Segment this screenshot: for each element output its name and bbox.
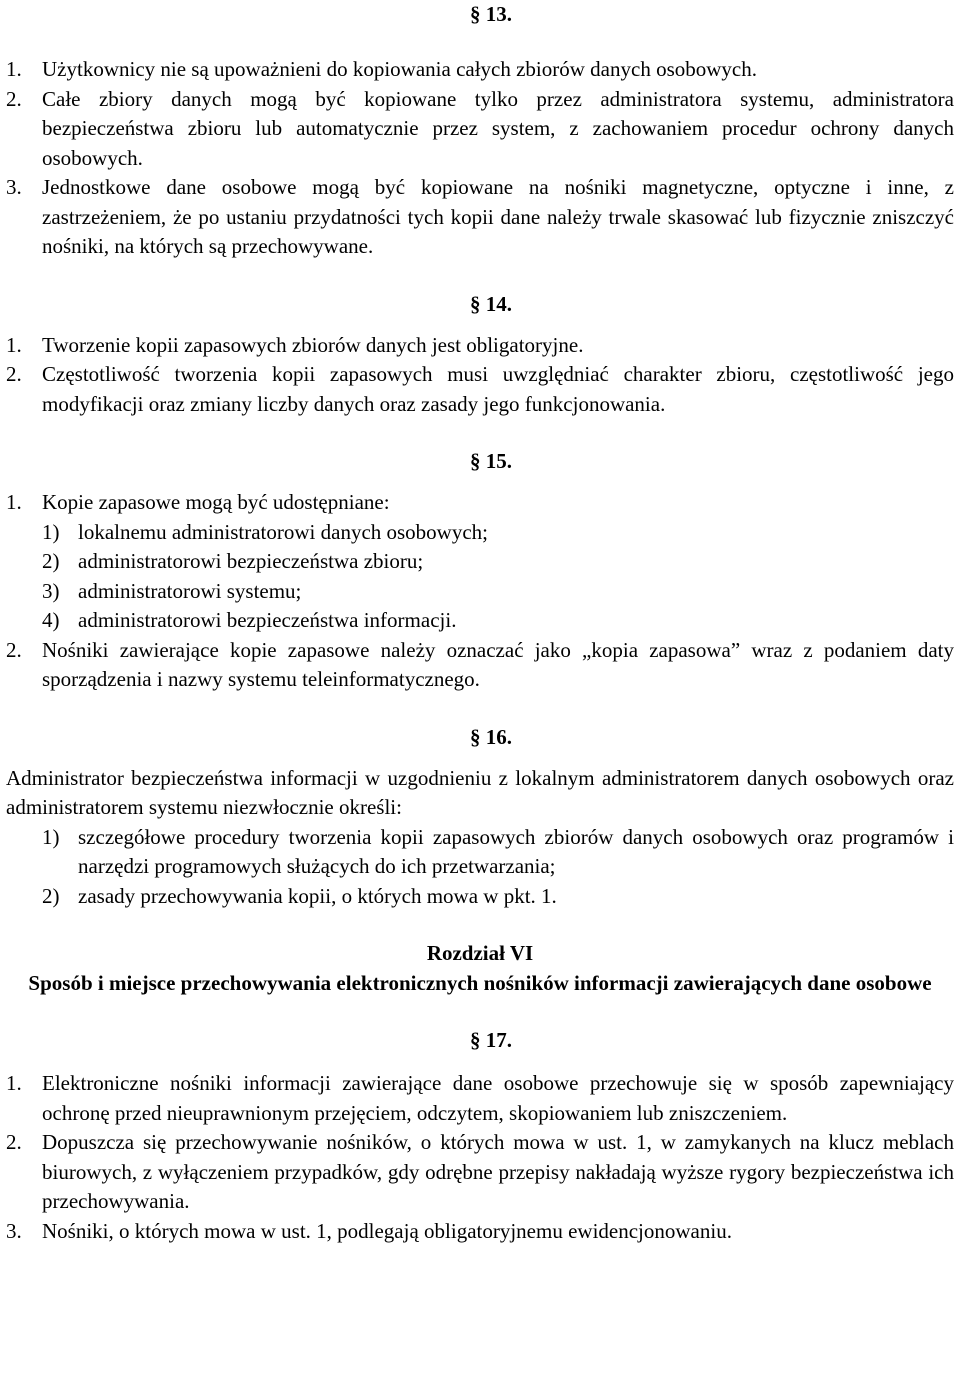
section-16-heading: § 16. <box>470 724 512 749</box>
item-text: Użytkownicy nie są upoważnieni do kopiowania całych zbiorów danych osobowych. <box>42 57 757 81</box>
item-text: Całe zbiory danych mogą być kopiowane tylko przez administratora systemu, administratora bezpieczeństwa zbioru lub automatycznie przez system, z zachowaniem procedur ochrony danych osobowych. <box>42 86 954 170</box>
sub-item-number: 1) <box>42 824 60 849</box>
item-text: Elektroniczne nośniki informacji zawierające dane osobowe przechowuje się w sposób zapewniający ochronę przed nieuprawnionym przejęciem, odczytem, skopiowaniem lub zniszczeniem. <box>42 1071 954 1125</box>
item-text: Tworzenie kopii zapasowych zbiorów danych jest obligatoryjne. <box>42 332 584 357</box>
chapter-title: Rozdział VI <box>426 941 534 965</box>
sub-item-text: lokalnemu administratorowi danych osobowych; <box>78 519 489 544</box>
section-14-heading: § 14. <box>470 291 512 316</box>
item-number: 2. <box>6 1130 22 1154</box>
sub-item-text: zasady przechowywania kopii, o których mowa w pkt. 1. <box>78 883 557 908</box>
section-13-heading: § 13. <box>470 2 512 26</box>
sub-list-item <box>6 606 954 636</box>
chapter-subtitle: Sposób i miejsce przechowywania elektronicznych nośników informacji zawierających dane osobowe <box>28 970 932 995</box>
section-13-list <box>6 55 954 262</box>
list-item <box>6 173 954 262</box>
sub-item-text: administratorowi systemu; <box>78 578 302 603</box>
sub-list-item <box>6 882 954 912</box>
item-text: Nośniki, o których mowa w ust. 1, podlegają obligatoryjnemu ewidencjonowaniu. <box>42 1218 732 1243</box>
sub-list-item <box>6 823 954 882</box>
item-number: 3. <box>6 1218 22 1243</box>
sub-list-item <box>6 518 954 548</box>
item-number: 1. <box>6 490 22 514</box>
list-item <box>6 488 954 518</box>
section-14-list <box>6 331 954 420</box>
list-item <box>6 1128 954 1217</box>
section-15-heading: § 15. <box>470 449 512 473</box>
section-16-body <box>6 764 954 912</box>
item-number: 1. <box>6 1071 22 1095</box>
section-17-list <box>6 1069 954 1246</box>
list-item <box>6 360 954 419</box>
item-number: 2. <box>6 637 22 662</box>
list-item <box>6 636 954 695</box>
item-text: Dopuszcza się przechowywanie nośników, o których mowa w ust. 1, w zamykanych na klucz meblach biurowych, z wyłączeniem przypadków, gdy odrębne przepisy nakładają wyższe rygory bezpieczeństwa ich przechowywania. <box>42 1130 954 1213</box>
sub-list-item <box>6 547 954 577</box>
item-text: Kopie zapasowe mogą być udostępniane: <box>42 490 390 514</box>
item-text: Jednostkowe dane osobowe mogą być kopiowane na nośniki magnetyczne, optyczne i inne, z zastrzeżeniem, że po ustaniu przydatności tych kopii dane należy trwale skasować lub fizycznie zniszczyć nośniki, na których są przechowywane. <box>42 175 954 258</box>
section-17-heading: § 17. <box>470 1028 512 1052</box>
list-item <box>6 1217 954 1247</box>
list-item <box>6 1069 954 1128</box>
sub-item-number: 2) <box>42 883 60 908</box>
item-number: 1. <box>6 332 22 357</box>
section-16-intro: Administrator bezpieczeństwa informacji w uzgodnieniu z lokalnym administratorem danych osobowych oraz administratorem systemu niezwłocznie określi: <box>6 765 954 819</box>
item-number: 2. <box>6 86 22 111</box>
section-15-list <box>6 488 954 695</box>
sub-item-number: 2) <box>42 549 60 573</box>
sub-item-number: 3) <box>42 578 60 603</box>
item-number: 3. <box>6 175 22 199</box>
sub-item-text: administratorowi bezpieczeństwa zbioru; <box>78 549 424 573</box>
item-number: 2. <box>6 362 22 386</box>
item-number: 1. <box>6 57 22 81</box>
list-item <box>6 55 954 85</box>
list-item <box>6 331 954 361</box>
sub-item-number: 4) <box>42 608 60 632</box>
sub-item-text: administratorowi bezpieczeństwa informacji. <box>78 608 457 632</box>
item-text: Nośniki zawierające kopie zapasowe należy oznaczać jako „kopia zapasowa” wraz z podaniem daty sporządzenia i nazwy systemu teleinformatycznego. <box>42 637 954 691</box>
sub-list-item <box>6 577 954 607</box>
sub-item-text: szczegółowe procedury tworzenia kopii zapasowych zbiorów danych osobowych oraz programów i narzędzi programowych służących do ich przetwarzania; <box>78 824 954 878</box>
list-item <box>6 85 954 174</box>
sub-item-number: 1) <box>42 519 60 544</box>
item-text: Częstotliwość tworzenia kopii zapasowych musi uwzględniać charakter zbioru, częstotliwość jego modyfikacji oraz zmiany liczby danych oraz zasady jego funkcjonowania. <box>42 362 954 416</box>
